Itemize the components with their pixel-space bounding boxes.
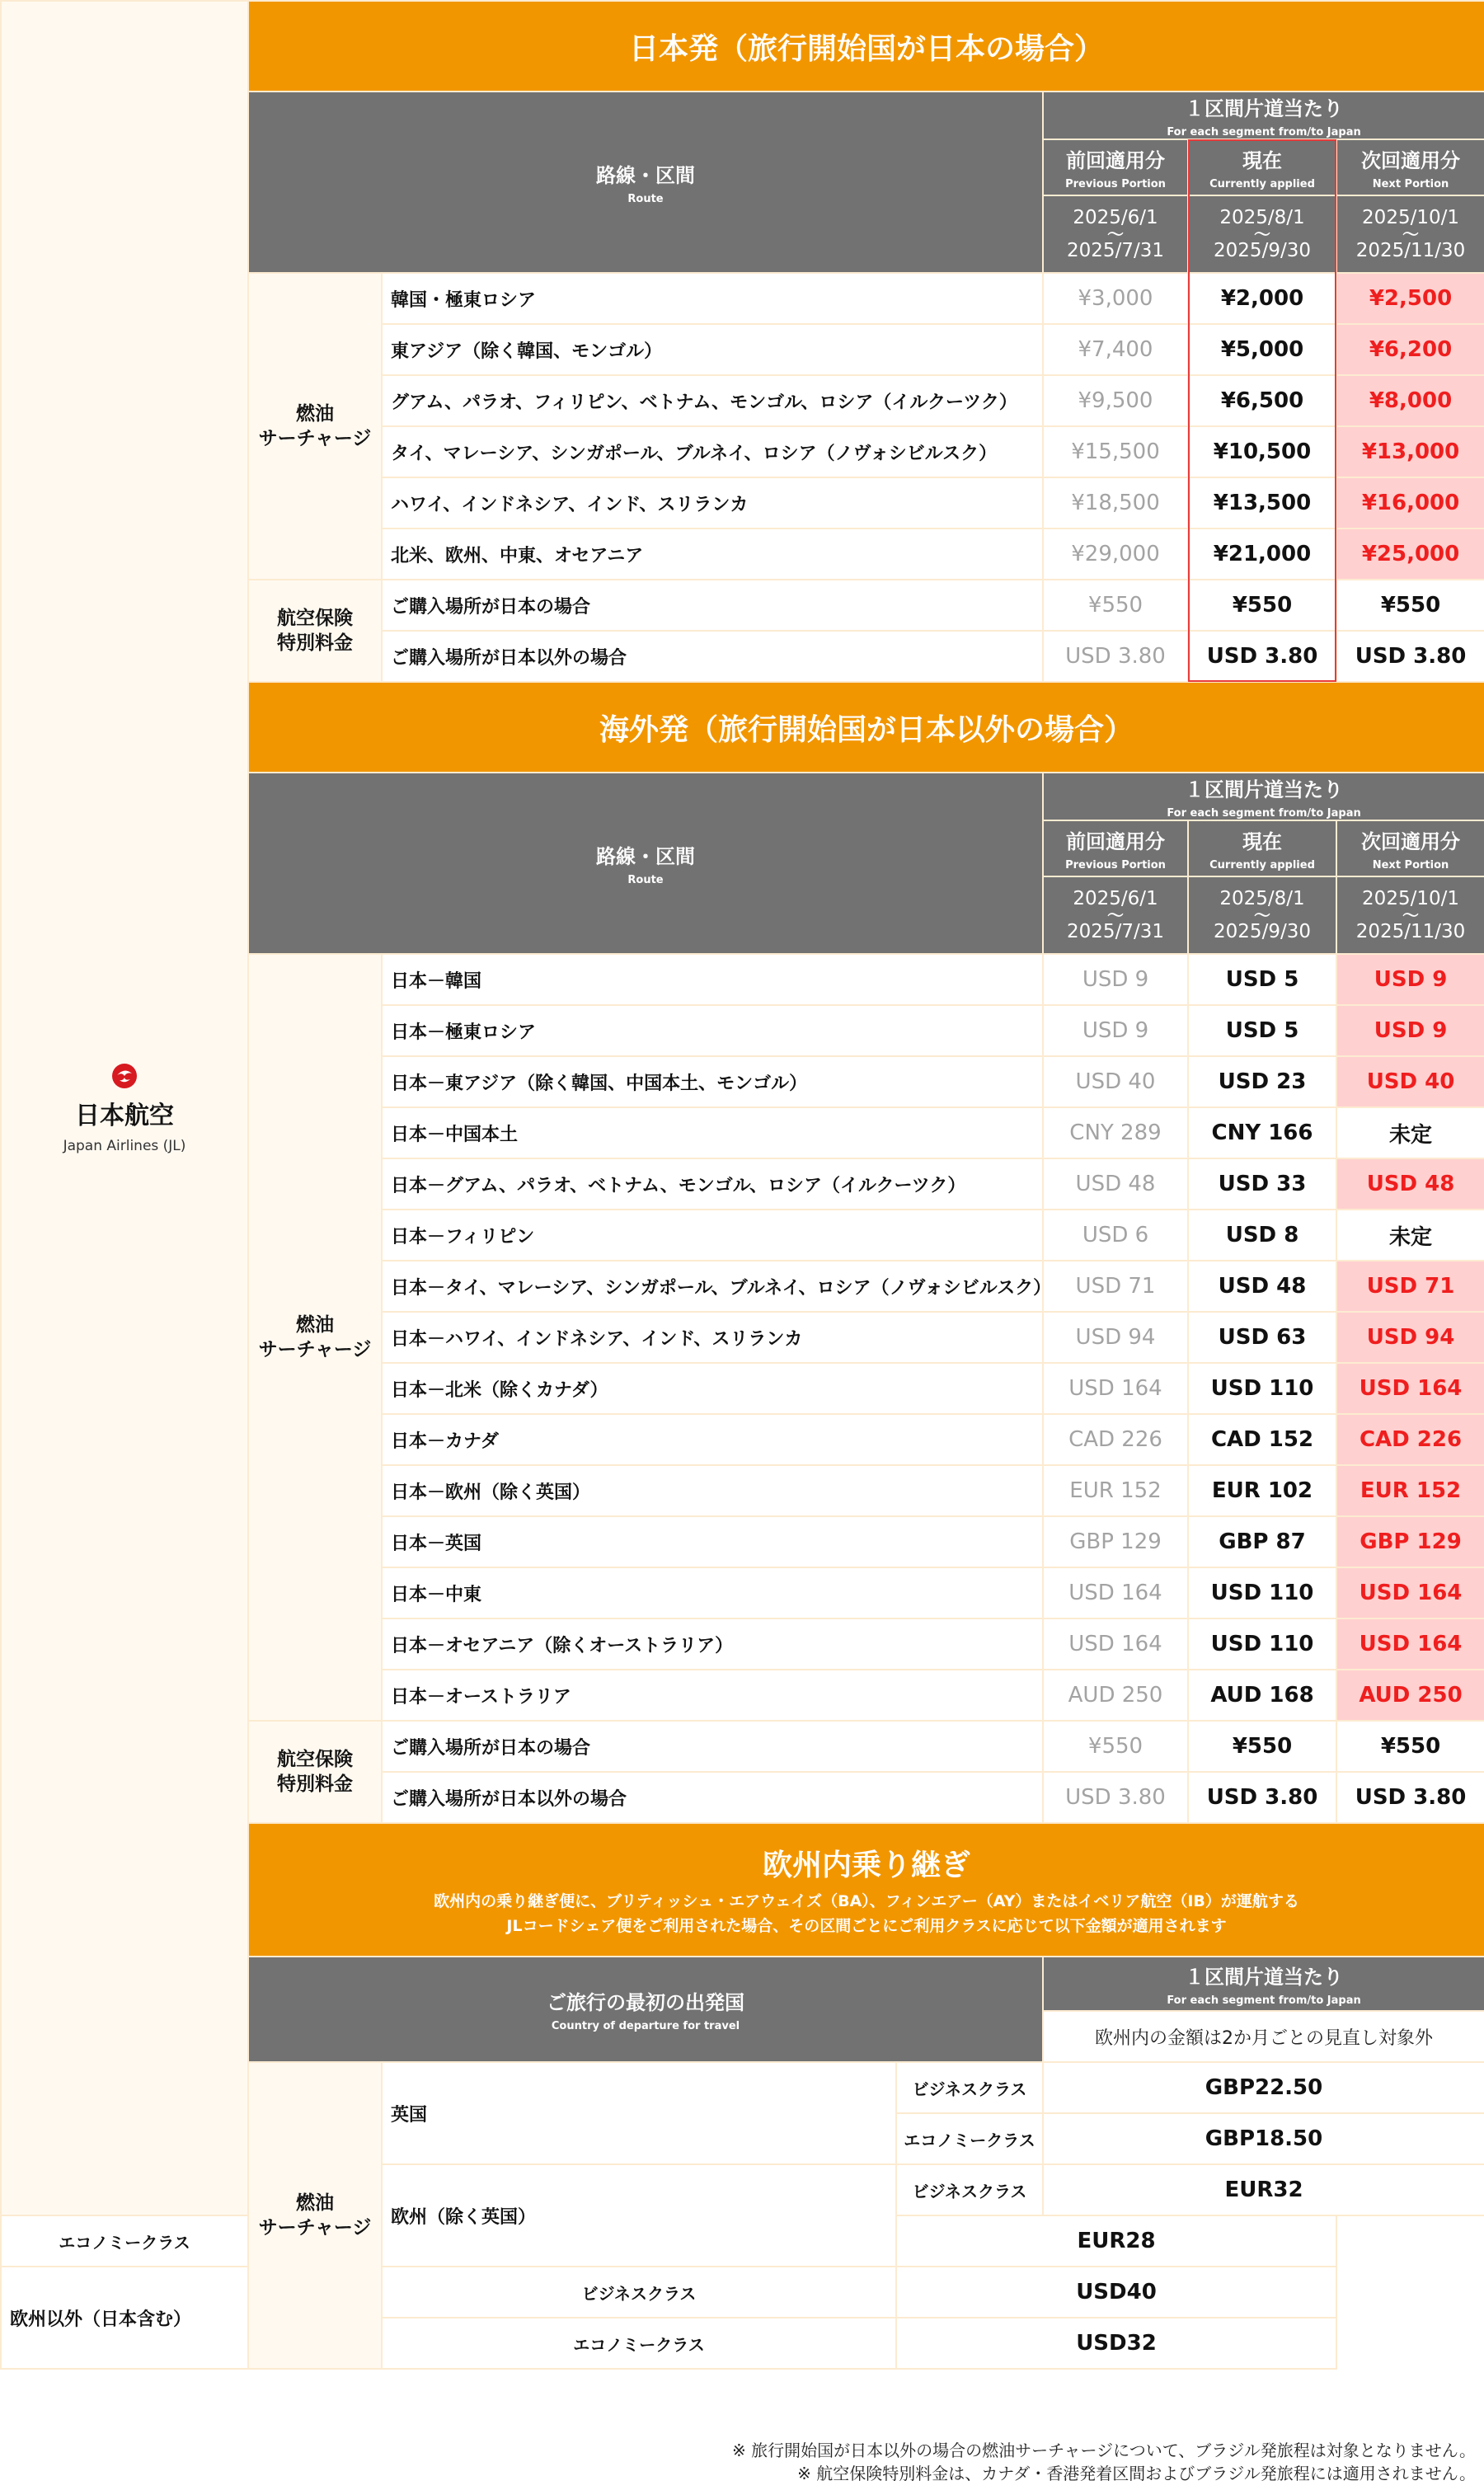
route-cell: 日本－オセアニア（除くオーストラリア） bbox=[382, 1618, 1043, 1670]
prev-value: CNY 289 bbox=[1043, 1107, 1188, 1158]
curr-value: USD 3.80 bbox=[1188, 1772, 1336, 1823]
prev-value: ¥15,500 bbox=[1043, 426, 1188, 477]
footnote-2: ※ 航空保険特別料金は、カナダ・香港発着区間およびブラジル発旅程には適用されません。 bbox=[797, 2464, 1476, 2483]
insurance-label-line1: 航空保険 bbox=[277, 608, 353, 629]
europe-row bbox=[1, 2267, 1484, 2318]
business-class-label: ビジネスクラス bbox=[382, 2267, 896, 2318]
jal-crane-logo-icon bbox=[110, 1062, 139, 1090]
route-header-en: Route bbox=[627, 874, 664, 886]
prev-period bbox=[1043, 195, 1188, 273]
economy-class-label: エコノミークラス bbox=[896, 2113, 1043, 2164]
segment-header-label: １区間片道当たり bbox=[1185, 97, 1344, 120]
next-value: 未定 bbox=[1336, 1210, 1484, 1261]
segment-header-label: １区間片道当たり bbox=[1185, 1966, 1344, 1989]
next-label: 次回適用分 bbox=[1361, 830, 1461, 853]
curr-label: 現在 bbox=[1242, 830, 1282, 853]
next-value: USD 164 bbox=[1336, 1618, 1484, 1670]
fuel-surcharge-label-line2: サーチャージ bbox=[258, 2217, 372, 2239]
curr-from: 2025/8/1 bbox=[1219, 207, 1305, 228]
route-header-en: Route bbox=[627, 193, 664, 205]
route-cell: 日本－北米（除くカナダ） bbox=[382, 1363, 1043, 1414]
fuel-surcharge-label-line1: 燃油 bbox=[296, 403, 334, 425]
route-cell: 日本－カナダ bbox=[382, 1414, 1043, 1465]
segment-header bbox=[1043, 773, 1484, 820]
fuel-surcharge-label-line1: 燃油 bbox=[296, 2192, 334, 2214]
route-cell: 日本－極東ロシア bbox=[382, 1005, 1043, 1056]
next-period bbox=[1336, 195, 1484, 273]
prev-value: USD 164 bbox=[1043, 1567, 1188, 1618]
business-class-label: ビジネスクラス bbox=[896, 2062, 1043, 2113]
next-value: EUR 152 bbox=[1336, 1465, 1484, 1516]
tilde: 〜 bbox=[1402, 905, 1420, 925]
next-value: CAD 226 bbox=[1336, 1414, 1484, 1465]
curr-value: ¥5,000 bbox=[1188, 324, 1336, 375]
curr-value: USD 8 bbox=[1188, 1210, 1336, 1261]
insurance-label-line2: 特別料金 bbox=[277, 632, 353, 654]
curr-value: ¥550 bbox=[1188, 580, 1336, 631]
next-from: 2025/10/1 bbox=[1362, 888, 1459, 909]
prev-value: ¥29,000 bbox=[1043, 529, 1188, 580]
route-cell: タイ、マレーシア、シンガポール、ブルネイ、ロシア（ノヴォシビルスク） bbox=[382, 426, 1043, 477]
next-value: USD 3.80 bbox=[1336, 631, 1484, 682]
section3-desc bbox=[249, 1889, 1484, 1938]
prev-value: CAD 226 bbox=[1043, 1414, 1188, 1465]
next-value: USD 3.80 bbox=[1336, 1772, 1484, 1823]
section3-desc-2: JLコードシェア便をご利用された場合、その区間ごとにご利用クラスに応じて以下金額が適用されます bbox=[506, 1916, 1227, 1935]
prev-value: USD 48 bbox=[1043, 1158, 1188, 1210]
curr-value: ¥21,000 bbox=[1188, 529, 1336, 580]
route-cell: ご購入場所が日本の場合 bbox=[382, 1721, 1043, 1772]
curr-value: USD 110 bbox=[1188, 1363, 1336, 1414]
business-value: EUR32 bbox=[1043, 2164, 1484, 2215]
next-value: GBP 129 bbox=[1336, 1516, 1484, 1567]
prev-to: 2025/7/31 bbox=[1067, 921, 1164, 942]
route-header-label: 路線・区間 bbox=[596, 164, 695, 187]
curr-to: 2025/9/30 bbox=[1214, 240, 1311, 261]
prev-to: 2025/7/31 bbox=[1067, 240, 1164, 261]
curr-value: USD 110 bbox=[1188, 1567, 1336, 1618]
next-value: USD 9 bbox=[1336, 1005, 1484, 1056]
insurance-label-line1: 航空保険 bbox=[277, 1749, 353, 1770]
prev-en: Previous Portion bbox=[1065, 859, 1166, 872]
next-value: ¥8,000 bbox=[1336, 375, 1484, 426]
segment-header-en: For each segment from/to Japan bbox=[1167, 1994, 1361, 2007]
tilde: 〜 bbox=[1107, 905, 1124, 925]
prev-value: GBP 129 bbox=[1043, 1516, 1188, 1567]
country-cell: 英国 bbox=[382, 2062, 896, 2164]
prev-value: USD 3.80 bbox=[1043, 1772, 1188, 1823]
curr-value: CAD 152 bbox=[1188, 1414, 1336, 1465]
prev-value: USD 3.80 bbox=[1043, 631, 1188, 682]
curr-value: CNY 166 bbox=[1188, 1107, 1336, 1158]
prev-value: ¥9,500 bbox=[1043, 375, 1188, 426]
tilde: 〜 bbox=[1254, 224, 1270, 244]
next-value: 未定 bbox=[1336, 1107, 1484, 1158]
economy-class-label: エコノミークラス bbox=[1, 2215, 248, 2267]
prev-value: USD 94 bbox=[1043, 1312, 1188, 1363]
curr-period bbox=[1188, 195, 1336, 273]
curr-value: ¥2,000 bbox=[1188, 273, 1336, 324]
curr-label: 現在 bbox=[1242, 149, 1282, 172]
route-cell: 日本－オーストラリア bbox=[382, 1670, 1043, 1721]
fuel-surcharge-label-line2: サーチャージ bbox=[258, 428, 372, 449]
route-cell: 東アジア（除く韓国、モンゴル） bbox=[382, 324, 1043, 375]
departure-country-label: ご旅行の最初の出発国 bbox=[547, 1991, 744, 2014]
section2-title: 海外発（旅行開始国が日本以外の場合） bbox=[248, 682, 1484, 773]
economy-class-label: エコノミークラス bbox=[382, 2318, 896, 2369]
route-cell: 日本－欧州（除く英国） bbox=[382, 1465, 1043, 1516]
next-header bbox=[1336, 139, 1484, 195]
airline-name-en: Japan Airlines (JL) bbox=[63, 1138, 186, 1154]
prev-value: ¥18,500 bbox=[1043, 477, 1188, 529]
curr-value: GBP 87 bbox=[1188, 1516, 1336, 1567]
prev-period bbox=[1043, 876, 1188, 954]
prev-value: ¥3,000 bbox=[1043, 273, 1188, 324]
route-cell: 日本－ハワイ、インドネシア、インド、スリランカ bbox=[382, 1312, 1043, 1363]
next-value: USD 71 bbox=[1336, 1261, 1484, 1312]
prev-value: USD 9 bbox=[1043, 1005, 1188, 1056]
curr-to: 2025/9/30 bbox=[1214, 921, 1311, 942]
fuel-surcharge-label bbox=[248, 273, 382, 580]
curr-value: AUD 168 bbox=[1188, 1670, 1336, 1721]
insurance-label bbox=[248, 580, 382, 682]
route-header bbox=[248, 92, 1043, 273]
prev-value: USD 40 bbox=[1043, 1056, 1188, 1107]
section3-title-cell bbox=[248, 1823, 1484, 1957]
prev-label: 前回適用分 bbox=[1066, 830, 1165, 853]
next-value: ¥2,500 bbox=[1336, 273, 1484, 324]
prev-header bbox=[1043, 820, 1188, 876]
segment-header-en: For each segment from/to Japan bbox=[1167, 807, 1361, 820]
route-cell: グアム、パラオ、フィリピン、ベトナム、モンゴル、ロシア（イルクーツク） bbox=[382, 375, 1043, 426]
route-header-label: 路線・区間 bbox=[596, 845, 695, 868]
next-value: USD 164 bbox=[1336, 1567, 1484, 1618]
insurance-label bbox=[248, 1721, 382, 1823]
insurance-label-line2: 特別料金 bbox=[277, 1774, 353, 1795]
europe-note: 欧州内の金額は2か月ごとの見直し対象外 bbox=[1043, 2011, 1484, 2062]
business-value: USD40 bbox=[896, 2267, 1336, 2318]
fuel-surcharge-label-line1: 燃油 bbox=[296, 1314, 334, 1336]
prev-header bbox=[1043, 139, 1188, 195]
route-cell: ご購入場所が日本以外の場合 bbox=[382, 1772, 1043, 1823]
prev-value: USD 164 bbox=[1043, 1363, 1188, 1414]
route-cell: 日本－中国本土 bbox=[382, 1107, 1043, 1158]
next-from: 2025/10/1 bbox=[1362, 207, 1459, 228]
fuel-surcharge-label-line2: サーチャージ bbox=[258, 1339, 372, 1360]
curr-value: ¥13,500 bbox=[1188, 477, 1336, 529]
departure-country-header bbox=[248, 1957, 1043, 2062]
section3-desc-1: 欧州内の乗り継ぎ便に、ブリティッシュ・エアウェイズ（BA）、フィンエアー（AY）またはイベリア航空（IB）が運航する bbox=[434, 1891, 1299, 1910]
route-cell: 日本－東アジア（除く韓国、中国本土、モンゴル） bbox=[382, 1056, 1043, 1107]
route-cell: 北米、欧州、中東、オセアニア bbox=[382, 529, 1043, 580]
country-cell: 欧州以外（日本含む） bbox=[1, 2267, 248, 2369]
prev-value: USD 9 bbox=[1043, 954, 1188, 1005]
curr-value: ¥550 bbox=[1188, 1721, 1336, 1772]
curr-value: USD 5 bbox=[1188, 1005, 1336, 1056]
next-value: ¥16,000 bbox=[1336, 477, 1484, 529]
next-en: Next Portion bbox=[1372, 859, 1449, 872]
tilde: 〜 bbox=[1107, 224, 1124, 244]
route-header bbox=[248, 773, 1043, 954]
curr-value: USD 33 bbox=[1188, 1158, 1336, 1210]
next-value: ¥13,000 bbox=[1336, 426, 1484, 477]
prev-value: USD 71 bbox=[1043, 1261, 1188, 1312]
route-cell: 日本－フィリピン bbox=[382, 1210, 1043, 1261]
next-to: 2025/11/30 bbox=[1355, 240, 1466, 261]
economy-value: EUR28 bbox=[896, 2215, 1336, 2267]
prev-from: 2025/6/1 bbox=[1073, 207, 1158, 228]
next-value: USD 94 bbox=[1336, 1312, 1484, 1363]
route-cell: 日本－英国 bbox=[382, 1516, 1043, 1567]
curr-value: USD 5 bbox=[1188, 954, 1336, 1005]
route-cell: 日本－グアム、パラオ、ベトナム、モンゴル、ロシア（イルクーツク） bbox=[382, 1158, 1043, 1210]
route-cell: ハワイ、インドネシア、インド、スリランカ bbox=[382, 477, 1043, 529]
next-value: ¥25,000 bbox=[1336, 529, 1484, 580]
curr-value: USD 63 bbox=[1188, 1312, 1336, 1363]
business-value: GBP22.50 bbox=[1043, 2062, 1484, 2113]
airline-cell bbox=[1, 1, 248, 2215]
curr-value: ¥10,500 bbox=[1188, 426, 1336, 477]
route-cell: 日本－中東 bbox=[382, 1567, 1043, 1618]
footnote-1: ※ 旅行開始国が日本以外の場合の燃油サーチャージについて、ブラジル発旅程は対象となりません。 bbox=[731, 2441, 1476, 2460]
segment-header bbox=[1043, 92, 1484, 139]
prev-label: 前回適用分 bbox=[1066, 149, 1165, 172]
prev-value: ¥7,400 bbox=[1043, 324, 1188, 375]
next-value: ¥6,200 bbox=[1336, 324, 1484, 375]
next-value: ¥550 bbox=[1336, 1721, 1484, 1772]
next-value: USD 40 bbox=[1336, 1056, 1484, 1107]
next-en: Next Portion bbox=[1372, 178, 1449, 190]
curr-value: USD 110 bbox=[1188, 1618, 1336, 1670]
curr-value: ¥6,500 bbox=[1188, 375, 1336, 426]
next-value: ¥550 bbox=[1336, 580, 1484, 631]
departure-country-en: Country of departure for travel bbox=[551, 2020, 740, 2032]
next-period bbox=[1336, 876, 1484, 954]
next-value: AUD 250 bbox=[1336, 1670, 1484, 1721]
fuel-surcharge-label bbox=[248, 2062, 382, 2369]
curr-from: 2025/8/1 bbox=[1219, 888, 1305, 909]
segment-header bbox=[1043, 1957, 1484, 2011]
prev-value: ¥550 bbox=[1043, 580, 1188, 631]
prev-value: USD 6 bbox=[1043, 1210, 1188, 1261]
next-label: 次回適用分 bbox=[1361, 149, 1461, 172]
fuel-surcharge-label bbox=[248, 954, 382, 1721]
prev-value: ¥550 bbox=[1043, 1721, 1188, 1772]
next-value: USD 48 bbox=[1336, 1158, 1484, 1210]
curr-period bbox=[1188, 876, 1336, 954]
airline-name: 日本航空 bbox=[75, 1102, 174, 1130]
economy-value: GBP18.50 bbox=[1043, 2113, 1484, 2164]
route-cell: ご購入場所が日本の場合 bbox=[382, 580, 1043, 631]
curr-value: USD 3.80 bbox=[1188, 631, 1336, 682]
tilde: 〜 bbox=[1254, 905, 1270, 925]
next-header bbox=[1336, 820, 1484, 876]
curr-value: EUR 102 bbox=[1188, 1465, 1336, 1516]
segment-header-label: １区間片道当たり bbox=[1185, 778, 1344, 801]
country-cell: 欧州（除く英国） bbox=[382, 2164, 896, 2267]
curr-value: USD 23 bbox=[1188, 1056, 1336, 1107]
curr-en: Currently applied bbox=[1209, 859, 1315, 872]
next-value: USD 164 bbox=[1336, 1363, 1484, 1414]
segment-header-en: For each segment from/to Japan bbox=[1167, 126, 1361, 139]
curr-en: Currently applied bbox=[1209, 178, 1315, 190]
curr-header bbox=[1188, 820, 1336, 876]
next-value: USD 9 bbox=[1336, 954, 1484, 1005]
route-cell: ご購入場所が日本以外の場合 bbox=[382, 631, 1043, 682]
curr-header bbox=[1188, 139, 1336, 195]
prev-en: Previous Portion bbox=[1065, 178, 1166, 190]
economy-value: USD32 bbox=[896, 2318, 1336, 2369]
route-cell: 日本－タイ、マレーシア、シンガポール、ブルネイ、ロシア（ノヴォシビルスク） bbox=[382, 1261, 1043, 1312]
footnotes bbox=[732, 2439, 1476, 2485]
prev-value: EUR 152 bbox=[1043, 1465, 1188, 1516]
prev-value: AUD 250 bbox=[1043, 1670, 1188, 1721]
curr-value: USD 48 bbox=[1188, 1261, 1336, 1312]
prev-from: 2025/6/1 bbox=[1073, 888, 1158, 909]
section3-title: 欧州内乗り継ぎ bbox=[763, 1848, 971, 1882]
tilde: 〜 bbox=[1402, 224, 1420, 244]
next-to: 2025/11/30 bbox=[1355, 921, 1466, 942]
route-cell: 韓国・極東ロシア bbox=[382, 273, 1043, 324]
route-cell: 日本－韓国 bbox=[382, 954, 1043, 1005]
prev-value: USD 164 bbox=[1043, 1618, 1188, 1670]
section1-title: 日本発（旅行開始国が日本の場合） bbox=[248, 1, 1484, 92]
business-class-label: ビジネスクラス bbox=[896, 2164, 1043, 2215]
